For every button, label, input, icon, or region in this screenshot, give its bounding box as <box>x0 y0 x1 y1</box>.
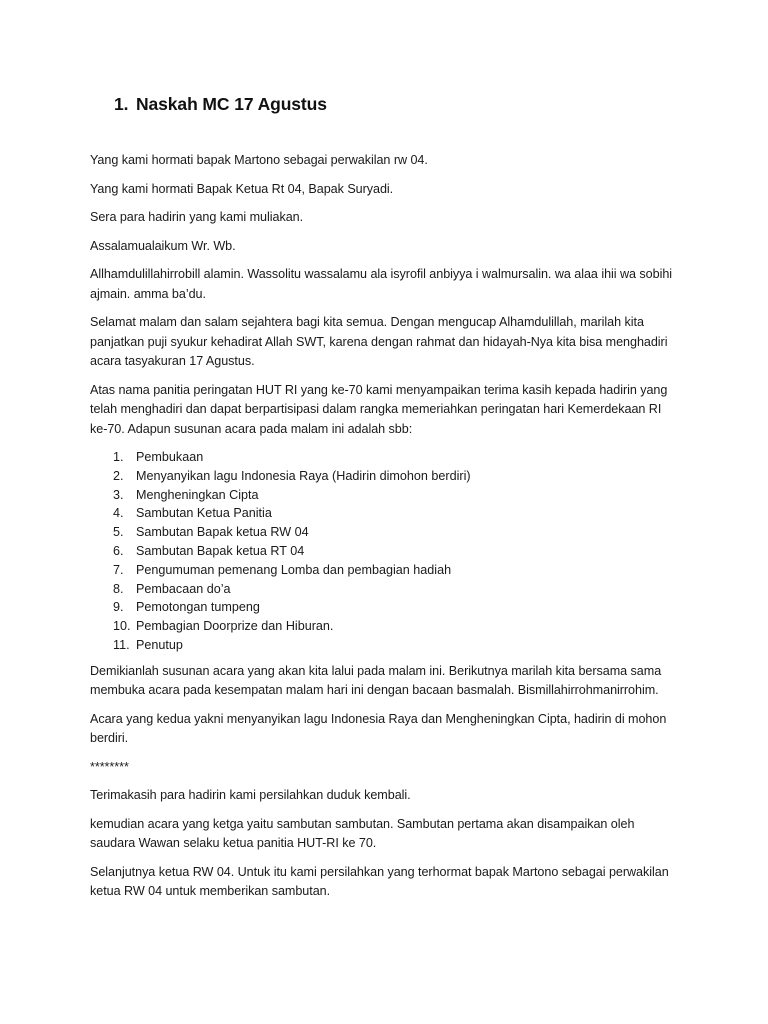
list-item-text: Sambutan Ketua Panitia <box>136 506 272 521</box>
list-item <box>90 448 678 467</box>
list-item <box>90 504 678 523</box>
paragraph-basmalah: Demikianlah susunan acara yang akan kita lalui pada malam ini. Berikutnya marilah kita bersama sama membuka acara pada kesempatan malam hari ini dengan bacaan basmalah. Bismillahirrohmanirrohim. <box>90 663 662 698</box>
paragraph-greeting-audience: Sera para hadirin yang kami muliakan. <box>90 210 304 224</box>
list-item <box>90 598 678 617</box>
list-item-text: Penutup <box>136 637 183 652</box>
list-item-text: Pembacaan do’a <box>136 581 231 596</box>
paragraph-salam: Assalamualaikum Wr. Wb. <box>90 238 236 253</box>
list-item <box>90 467 678 486</box>
paragraph-opening-prayer: Allhamdulillahirrobill alamin. Wassolitu wassalamu ala isyrofil anbiyya i walmursalin. wa alaa ihii wa sobihi ajmain. amma ba’du. <box>90 267 673 301</box>
list-item <box>90 580 678 599</box>
document-heading <box>114 94 678 115</box>
list-item-number: 9. <box>113 600 124 615</box>
list-item <box>90 486 678 505</box>
paragraph-rw-speech: Selanjutnya ketua RW 04. Untuk itu kami persilahkan yang terhormat bapak Martono sebagai perwakilan ketua RW 04 untuk memberikan sambutan. <box>90 864 669 899</box>
list-item-number: 1. <box>113 450 124 464</box>
list-item-text: Mengheningkan Cipta <box>136 487 259 502</box>
paragraph-thanks: Atas nama panitia peringatan HUT RI yang ke-70 kami menyampaikan terima kasih kepada hadirin yang telah menghadiri dan dapat berpartisipasi dalam rangka memeriahkan peringatan hari Kemerdekaan RI ke-70. Adapun susunan acara pada malam ini adalah sbb: <box>90 382 668 436</box>
list-item-text: Pemotongan tumpeng <box>136 600 260 615</box>
list-item-number: 7. <box>113 562 124 577</box>
list-item-text: Menyanyikan lagu Indonesia Raya (Hadirin dimohon berdiri) <box>136 468 471 483</box>
heading-title: Naskah MC 17 Agustus <box>136 94 327 114</box>
paragraph-greeting-rt: Yang kami hormati Bapak Ketua Rt 04, Bapak Suryadi. <box>90 181 394 196</box>
list-item <box>90 617 678 636</box>
list-item-text: Sambutan Bapak ketua RW 04 <box>136 525 309 540</box>
list-item <box>90 523 678 542</box>
list-item-number: 4. <box>113 506 124 521</box>
list-item-number: 2. <box>113 468 124 483</box>
list-item-number: 5. <box>113 525 124 540</box>
heading-number: 1. <box>114 94 129 114</box>
paragraph-sit-down: Terimakasih para hadirin kami persilahkan duduk kembali. <box>90 788 411 803</box>
list-item-number: 6. <box>113 543 124 558</box>
list-item-text: Pengumuman pemenang Lomba dan pembagian hadiah <box>136 562 452 577</box>
paragraph-anthem: Acara yang kedua yakni menyanyikan lagu Indonesia Raya dan Mengheningkan Cipta, hadirin di mohon berdiri. <box>90 711 667 746</box>
list-item <box>90 561 678 580</box>
list-item-text: Pembukaan <box>136 450 204 464</box>
list-item-number: 11. <box>113 637 130 652</box>
agenda-list <box>90 448 678 655</box>
list-item <box>90 636 678 655</box>
list-item-text: Pembagian Doorprize dan Hiburan. <box>136 619 334 634</box>
list-item-number: 10. <box>113 619 131 634</box>
list-item-text: Sambutan Bapak ketua RT 04 <box>136 543 305 558</box>
list-item-number: 3. <box>113 487 124 502</box>
list-item <box>90 542 678 561</box>
list-item-number: 8. <box>113 581 124 596</box>
paragraph-welcome: Selamat malam dan salam sejahtera bagi kita semua. Dengan mengucap Alhamdulillah, marilah kita panjatkan puji syukur kehadirat Allah SWT, karena dengan rahmat dan hidayah-Nya kita bisa menghadiri acara tasyakuran 17 Agustus. <box>90 315 668 368</box>
section-separator: ******** <box>90 759 129 774</box>
paragraph-greeting-rw: Yang kami hormati bapak Martono sebagai perwakilan rw 04. <box>90 153 428 167</box>
paragraph-speeches: kemudian acara yang ketga yaitu sambutan sambutan. Sambutan pertama akan disampaikan oleh saudara Wawan selaku ketua panitia HUT-RI ke 70. <box>90 816 635 851</box>
